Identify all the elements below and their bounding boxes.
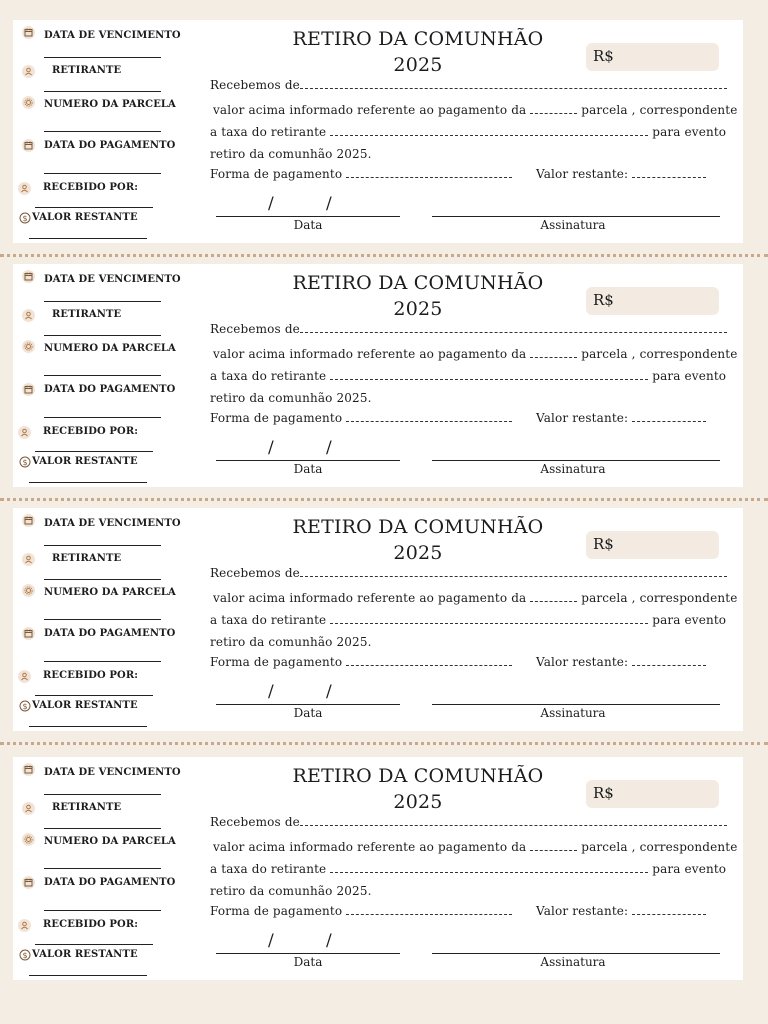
svg-text:$: $ (21, 457, 28, 467)
cut-line (0, 498, 768, 501)
installment-blank[interactable] (530, 841, 577, 851)
stub-payment-date-label: DATA DO PAGAMENTO (44, 140, 176, 151)
fee-blank[interactable] (330, 126, 648, 136)
date-caption: Data (293, 706, 323, 720)
remaining-value-blank[interactable] (632, 168, 706, 178)
fee-text: a taxa do retirante (210, 125, 327, 139)
stub-due-date-line[interactable] (44, 545, 161, 546)
installment-blank[interactable] (530, 592, 577, 602)
amount-field[interactable] (586, 287, 719, 315)
stub-received-by-label: RECEBIDO POR: (43, 670, 139, 681)
date-slash-2: / (326, 682, 332, 702)
stub-payment-date-line[interactable] (44, 173, 161, 174)
stub-installment-line[interactable] (44, 375, 161, 376)
stub-due-date-label: DATA DE VENCIMENTO (44, 518, 181, 529)
currency-label: R$ (593, 47, 614, 65)
stub-remaining-label: VALOR RESTANTE (32, 212, 138, 223)
stub-retreatant-line[interactable] (44, 828, 161, 829)
installment-text: parcela , correspondente (581, 591, 738, 605)
payment-method-line (210, 904, 512, 918)
fee-blank[interactable] (330, 863, 648, 873)
user-icon (18, 182, 31, 195)
stub-remaining-line[interactable] (29, 238, 147, 239)
received-from-blank[interactable] (300, 567, 727, 577)
receipt-stub (13, 508, 198, 731)
receipt-title (283, 26, 553, 78)
date-slash-2: / (326, 931, 332, 951)
received-from-text: Recebemos de (210, 566, 300, 580)
amount-reference-text: valor acima informado referente ao pagamento da (213, 347, 527, 361)
calendar-icon (22, 270, 35, 283)
stub-payment-date-line[interactable] (44, 417, 161, 418)
title-line-1: RETIRO DA COMUNHÃO (292, 28, 544, 50)
stub-due-date-line[interactable] (44, 301, 161, 302)
svg-text:$: $ (21, 950, 28, 960)
date-slash-1: / (268, 682, 274, 702)
received-from-line (210, 815, 727, 829)
amount-reference-line (213, 347, 737, 361)
stub-remaining-line[interactable] (29, 482, 147, 483)
signature-caption: Assinatura (540, 955, 606, 969)
remaining-value-line (536, 167, 706, 181)
remaining-value-text: Valor restante: (536, 167, 629, 181)
user-icon (22, 553, 35, 566)
signature-line[interactable] (432, 460, 720, 461)
event-name-line: retiro da comunhão 2025. (210, 635, 372, 649)
stub-installment-label: NUMERO DA PARCELA (44, 836, 176, 847)
stub-payment-date-line[interactable] (44, 661, 161, 662)
amount-field[interactable] (586, 43, 719, 71)
receipt-4 (13, 757, 743, 980)
stub-installment-label: NUMERO DA PARCELA (44, 99, 176, 110)
payment-method-text: Forma de pagamento (210, 167, 343, 181)
stub-retreatant-label: RETIRANTE (52, 553, 122, 564)
gear-icon (22, 584, 35, 597)
receipt-title (283, 514, 553, 566)
installment-text: parcela , correspondente (581, 840, 738, 854)
calendar-icon (22, 383, 35, 396)
event-text: para evento (652, 862, 727, 876)
payment-method-line (210, 167, 512, 181)
currency-label: R$ (593, 291, 614, 309)
signature-caption: Assinatura (540, 706, 606, 720)
stub-payment-date-label: DATA DO PAGAMENTO (44, 628, 176, 639)
title-year: 2025 (393, 298, 443, 320)
receipt-1 (13, 20, 743, 243)
user-icon (18, 670, 31, 683)
stub-payment-date-label: DATA DO PAGAMENTO (44, 384, 176, 395)
date-slash-2: / (326, 194, 332, 214)
date-caption: Data (293, 462, 323, 476)
payment-method-blank[interactable] (346, 656, 512, 666)
user-icon (18, 919, 31, 932)
stub-received-by-line[interactable] (35, 451, 153, 452)
amount-field[interactable] (586, 780, 719, 808)
amount-field[interactable] (586, 531, 719, 559)
payment-method-blank[interactable] (346, 412, 512, 422)
stub-received-by-label: RECEBIDO POR: (43, 426, 139, 437)
stub-retreatant-line[interactable] (44, 91, 161, 92)
date-slash-1: / (268, 438, 274, 458)
signature-line[interactable] (432, 704, 720, 705)
receipt-2 (13, 264, 743, 487)
stub-received-by-line[interactable] (35, 207, 153, 208)
remaining-value-line (536, 655, 706, 669)
user-icon (18, 426, 31, 439)
svg-text:$: $ (21, 213, 28, 223)
fee-blank[interactable] (330, 370, 648, 380)
user-icon (22, 65, 35, 78)
stub-installment-label: NUMERO DA PARCELA (44, 587, 176, 598)
title-year: 2025 (393, 791, 443, 813)
dollar-coin-icon (18, 699, 31, 712)
fee-line (210, 369, 726, 383)
stub-remaining-label: VALOR RESTANTE (32, 949, 138, 960)
stub-retreatant-label: RETIRANTE (52, 802, 122, 813)
event-name-line: retiro da comunhão 2025. (210, 147, 372, 161)
stub-installment-label: NUMERO DA PARCELA (44, 343, 176, 354)
remaining-value-blank[interactable] (632, 905, 706, 915)
title-year: 2025 (393, 542, 443, 564)
stub-due-date-label: DATA DE VENCIMENTO (44, 767, 181, 778)
date-line[interactable] (216, 953, 400, 954)
dollar-coin-icon (18, 455, 31, 468)
cut-line (0, 254, 768, 257)
calendar-icon (22, 139, 35, 152)
stub-installment-line[interactable] (44, 131, 161, 132)
received-from-text: Recebemos de (210, 78, 300, 92)
stub-due-date-line[interactable] (44, 57, 161, 58)
signature-caption: Assinatura (540, 218, 606, 232)
svg-text:$: $ (21, 701, 28, 711)
user-icon (22, 802, 35, 815)
fee-line (210, 862, 726, 876)
date-slash-2: / (326, 438, 332, 458)
receipt-stub (13, 264, 198, 487)
stub-payment-date-label: DATA DO PAGAMENTO (44, 877, 176, 888)
remaining-value-line (536, 411, 706, 425)
event-text: para evento (652, 369, 727, 383)
received-from-blank[interactable] (300, 816, 727, 826)
gear-icon (22, 833, 35, 846)
stub-installment-line[interactable] (44, 619, 161, 620)
installment-text: parcela , correspondente (581, 347, 738, 361)
remaining-value-text: Valor restante: (536, 904, 629, 918)
stub-payment-date-line[interactable] (44, 910, 161, 911)
calendar-icon (22, 514, 35, 527)
signature-line[interactable] (432, 953, 720, 954)
received-from-line (210, 566, 727, 580)
received-from-text: Recebemos de (210, 815, 300, 829)
receipt-title (283, 763, 553, 815)
remaining-value-text: Valor restante: (536, 655, 629, 669)
amount-reference-text: valor acima informado referente ao pagamento da (213, 591, 527, 605)
payment-method-line (210, 655, 512, 669)
received-from-line (210, 322, 727, 336)
cut-line (0, 742, 768, 745)
amount-reference-text: valor acima informado referente ao pagamento da (213, 103, 527, 117)
stub-remaining-line[interactable] (29, 726, 147, 727)
stub-received-by-label: RECEBIDO POR: (43, 182, 139, 193)
amount-reference-line (213, 591, 737, 605)
fee-text: a taxa do retirante (210, 613, 327, 627)
stub-retreatant-line[interactable] (44, 579, 161, 580)
remaining-value-text: Valor restante: (536, 411, 629, 425)
stub-due-date-label: DATA DE VENCIMENTO (44, 274, 181, 285)
event-text: para evento (652, 125, 727, 139)
received-from-line (210, 78, 727, 92)
stub-installment-line[interactable] (44, 868, 161, 869)
stub-retreatant-label: RETIRANTE (52, 309, 122, 320)
date-caption: Data (293, 955, 323, 969)
amount-reference-line (213, 103, 737, 117)
currency-label: R$ (593, 535, 614, 553)
stub-received-by-line[interactable] (35, 944, 153, 945)
receipt-3 (13, 508, 743, 731)
receipt-stub (13, 757, 198, 980)
payment-method-blank[interactable] (346, 168, 512, 178)
currency-label: R$ (593, 784, 614, 802)
stub-remaining-label: VALOR RESTANTE (32, 456, 138, 467)
fee-blank[interactable] (330, 614, 648, 624)
stub-due-date-line[interactable] (44, 794, 161, 795)
stub-due-date-label: DATA DE VENCIMENTO (44, 30, 181, 41)
event-name-line: retiro da comunhão 2025. (210, 391, 372, 405)
signature-caption: Assinatura (540, 462, 606, 476)
installment-blank[interactable] (530, 104, 577, 114)
fee-line (210, 125, 726, 139)
installment-text: parcela , correspondente (581, 103, 738, 117)
installment-blank[interactable] (530, 348, 577, 358)
fee-text: a taxa do retirante (210, 862, 327, 876)
title-line-1: RETIRO DA COMUNHÃO (292, 516, 544, 538)
receipt-title (283, 270, 553, 322)
fee-text: a taxa do retirante (210, 369, 327, 383)
event-text: para evento (652, 613, 727, 627)
date-slash-1: / (268, 194, 274, 214)
calendar-icon (22, 876, 35, 889)
stub-received-by-line[interactable] (35, 695, 153, 696)
stub-remaining-line[interactable] (29, 975, 147, 976)
received-from-blank[interactable] (300, 79, 727, 89)
stub-retreatant-label: RETIRANTE (52, 65, 122, 76)
stub-retreatant-line[interactable] (44, 335, 161, 336)
payment-method-text: Forma de pagamento (210, 411, 343, 425)
date-caption: Data (293, 218, 323, 232)
title-line-1: RETIRO DA COMUNHÃO (292, 765, 544, 787)
amount-reference-line (213, 840, 737, 854)
remaining-value-blank[interactable] (632, 412, 706, 422)
event-name-line: retiro da comunhão 2025. (210, 884, 372, 898)
received-from-blank[interactable] (300, 323, 727, 333)
payment-method-blank[interactable] (346, 905, 512, 915)
payment-method-line (210, 411, 512, 425)
payment-method-text: Forma de pagamento (210, 655, 343, 669)
stub-remaining-label: VALOR RESTANTE (32, 700, 138, 711)
title-year: 2025 (393, 54, 443, 76)
user-icon (22, 309, 35, 322)
date-line[interactable] (216, 704, 400, 705)
remaining-value-line (536, 904, 706, 918)
dollar-coin-icon (18, 948, 31, 961)
date-line[interactable] (216, 216, 400, 217)
remaining-value-blank[interactable] (632, 656, 706, 666)
gear-icon (22, 340, 35, 353)
title-line-1: RETIRO DA COMUNHÃO (292, 272, 544, 294)
date-slash-1: / (268, 931, 274, 951)
date-line[interactable] (216, 460, 400, 461)
calendar-icon (22, 763, 35, 776)
calendar-icon (22, 26, 35, 39)
receipt-stub (13, 20, 198, 243)
dollar-coin-icon (18, 211, 31, 224)
received-from-text: Recebemos de (210, 322, 300, 336)
signature-line[interactable] (432, 216, 720, 217)
gear-icon (22, 96, 35, 109)
calendar-icon (22, 627, 35, 640)
payment-method-text: Forma de pagamento (210, 904, 343, 918)
stub-received-by-label: RECEBIDO POR: (43, 919, 139, 930)
fee-line (210, 613, 726, 627)
amount-reference-text: valor acima informado referente ao pagamento da (213, 840, 527, 854)
